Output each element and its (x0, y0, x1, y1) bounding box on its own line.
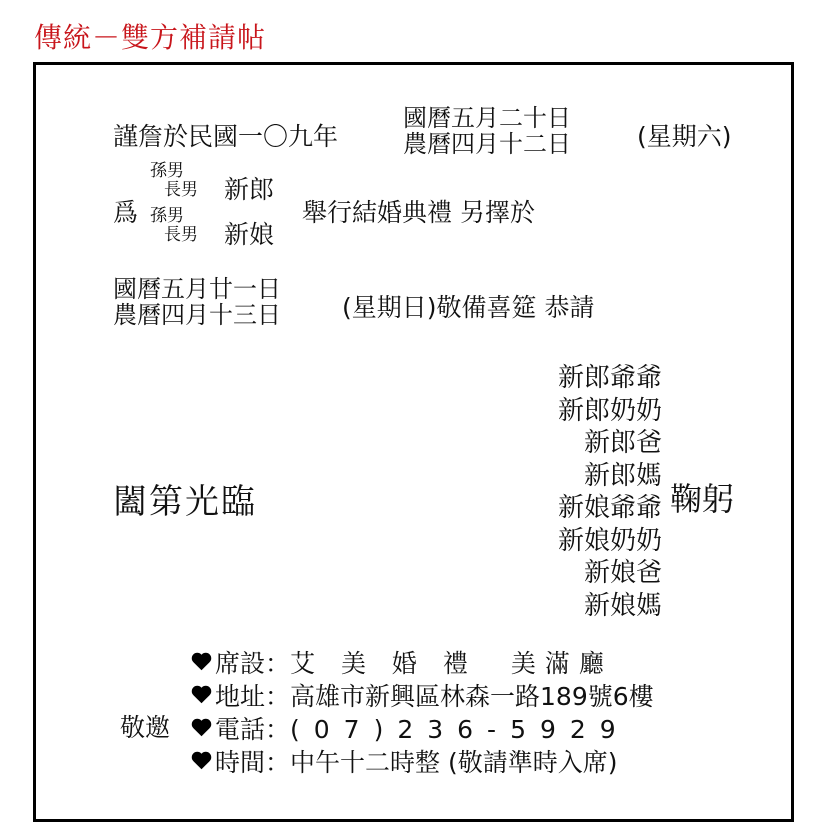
groom-relation-b: 長男 (164, 180, 198, 200)
heart-icon (194, 754, 210, 770)
host-name: 新娘媽 (583, 590, 662, 621)
invite-phrase: 闔第光臨 (113, 482, 257, 522)
detail-value: (07)236-5929 (290, 715, 630, 744)
host-name: 新郎媽 (583, 460, 662, 491)
wedding-date-stack (403, 105, 571, 157)
host-name: 新郎奶奶 (557, 395, 662, 426)
bride-relation-a: 孫男 (150, 206, 184, 226)
ceremony-text: 舉行結婚典禮 另擇於 (302, 198, 535, 227)
groom-relation (150, 162, 198, 200)
detail-label: 時間： (215, 748, 291, 777)
wedding-weekday: (星期六) (637, 122, 732, 151)
bride-relation-b: 長男 (164, 225, 198, 245)
solar-date: 國曆五月二十日 (403, 104, 571, 132)
detail-label: 地址： (215, 682, 291, 711)
heart-icon (194, 688, 210, 704)
detail-value: 中午十二時整 (敬請準時入席) (290, 748, 618, 777)
details-label: 敬邀 (120, 713, 171, 742)
host-name: 新娘爸 (583, 558, 662, 588)
date-prefix: 謹詹於民國一〇九年 (113, 122, 339, 151)
lunar-date: 農曆四月十二日 (403, 130, 571, 158)
host-name: 新郎爺爺 (557, 363, 662, 393)
detail-row (190, 746, 654, 779)
banquet-date-stack (113, 276, 281, 328)
page-title: 傳統－雙方補請帖 (34, 21, 267, 54)
host-list (502, 362, 662, 622)
banquet-solar-date: 國曆五月廿一日 (113, 275, 281, 303)
host-name: 新郎爸 (583, 428, 662, 458)
detail-label: 席設： (215, 649, 291, 678)
groom-label: 新郎 (224, 175, 275, 204)
detail-row (190, 713, 654, 746)
bride-label: 新娘 (224, 220, 275, 249)
detail-label: 電話： (215, 715, 291, 744)
groom-relation-a: 孫男 (150, 161, 184, 181)
bow-text: 鞠躬 (670, 480, 735, 518)
detail-row (190, 680, 654, 713)
host-name: 新娘奶奶 (557, 525, 662, 556)
detail-value: 艾 美 婚 禮 美滿廳 (290, 649, 613, 678)
bride-relation (150, 207, 198, 245)
detail-value: 高雄市新興區林森一路189號6樓 (290, 682, 654, 711)
heart-icon (194, 721, 210, 737)
banquet-text: (星期日)敬備喜筵 恭請 (342, 293, 595, 322)
banquet-lunar-date: 農曆四月十三日 (113, 301, 281, 329)
for-char: 爲 (113, 198, 139, 227)
detail-row (190, 647, 654, 680)
heart-icon (194, 655, 210, 671)
details-list (190, 647, 654, 779)
host-name: 新娘爺爺 (557, 493, 662, 523)
